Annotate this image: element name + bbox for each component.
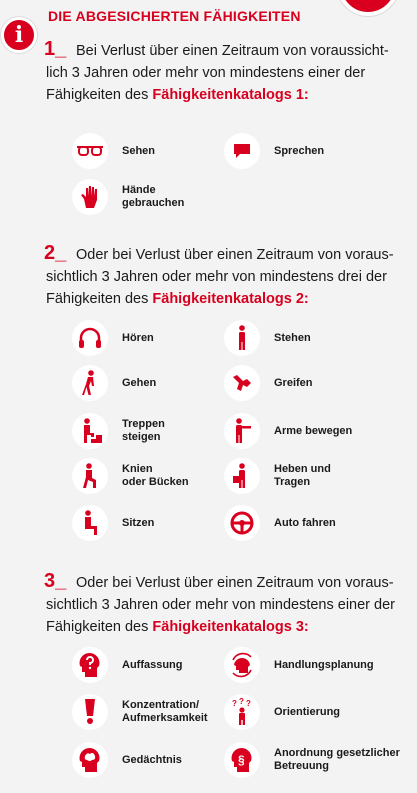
svg-text:?: ? <box>232 699 237 708</box>
section-1-intro <box>46 40 404 106</box>
list-item-sprechen <box>224 133 324 169</box>
exclamation-icon <box>72 694 108 730</box>
walking-person-icon <box>72 365 108 401</box>
glasses-icon <box>72 133 108 169</box>
item-label: Handlungsplanung <box>274 658 374 671</box>
svg-text:?: ? <box>239 698 244 706</box>
item-label: Arme bewegen <box>274 424 353 437</box>
brain-head-icon <box>72 742 108 778</box>
corner-decoration <box>337 0 399 16</box>
list-item-stehen <box>224 320 311 356</box>
section-1-text-body: Bei Verlust über einen Zeitraum von voraussicht-lich 3 Jahren oder mehr von mindestens einer der Fähigkeiten des <box>46 43 389 103</box>
section-3-number: 3_ <box>44 570 67 592</box>
hand-icon <box>72 179 108 215</box>
section-1-text <box>46 40 404 106</box>
svg-text:?: ? <box>246 699 251 708</box>
item-label: Sehen <box>122 144 156 157</box>
grabbing-hand-icon <box>224 365 260 401</box>
item-label: Sitzen <box>122 516 155 529</box>
list-item-heben <box>224 458 331 494</box>
arm-moving-person-icon <box>224 413 260 449</box>
item-label: Anordnung gesetzlicher Betreuung <box>274 747 400 772</box>
list-item-sehen <box>72 133 155 169</box>
steering-wheel-icon <box>224 505 260 541</box>
item-label: Gedächtnis <box>122 753 182 766</box>
section-3-katalog: Fähigkeitenkatalogs 3: <box>152 619 309 635</box>
speech-bubble-icon <box>224 133 260 169</box>
section-3-text <box>46 572 404 638</box>
section-2-number: 2_ <box>44 242 67 264</box>
sitting-person-icon <box>72 505 108 541</box>
section-2-text <box>46 244 404 310</box>
list-item-anordnung <box>224 742 400 778</box>
list-item-sitzen <box>72 505 154 541</box>
paragraph-head-icon <box>224 742 260 778</box>
item-label: Auffassung <box>122 658 183 671</box>
item-label: Auto fahren <box>274 516 336 529</box>
question-head-icon <box>72 647 108 683</box>
list-item-gedaechtnis <box>72 742 182 778</box>
section-2-katalog: Fähigkeitenkatalogs 2: <box>152 291 309 307</box>
cycle-head-icon <box>224 647 260 683</box>
item-label: Treppen steigen <box>122 418 165 443</box>
item-label: Orientierung <box>274 705 341 718</box>
list-item-greifen <box>224 365 313 401</box>
list-item-konzentration <box>72 694 208 730</box>
item-label: Heben und Tragen <box>274 463 331 488</box>
item-label: Greifen <box>274 376 313 389</box>
stairs-person-icon <box>72 413 108 449</box>
kneeling-person-icon <box>72 458 108 494</box>
headphones-icon <box>72 320 108 356</box>
section-1-katalog: Fähigkeitenkatalogs 1: <box>152 87 309 103</box>
list-item-auffassung <box>72 647 183 683</box>
section-2-intro <box>46 244 404 310</box>
list-item-arme <box>224 413 352 449</box>
list-item-hoeren <box>72 320 154 356</box>
standing-person-icon <box>224 320 260 356</box>
section-2-text-body: Oder bei Verlust über einen Zeitraum von voraus-sichtlich 3 Jahren oder mehr von mindestens drei der Fähigkeiten des <box>46 247 394 307</box>
section-3-text-body: Oder bei Verlust über einen Zeitraum von voraus-sichtlich 3 Jahren oder mehr von mindestens einer der Fähigkeiten des <box>46 575 395 635</box>
list-item-auto <box>224 505 336 541</box>
list-item-handlungsplanung <box>224 647 374 683</box>
list-item-orientierung <box>224 694 340 730</box>
section-1-number: 1_ <box>44 38 67 60</box>
item-label: Hören <box>122 331 154 344</box>
item-label: Stehen <box>274 331 311 344</box>
list-item-haende <box>72 179 184 215</box>
page-title: DIE ABGESICHERTEN FÄHIGKEITEN <box>48 8 301 24</box>
item-label: Gehen <box>122 376 157 389</box>
svg-text:§: § <box>238 753 245 767</box>
info-icon <box>1 17 37 53</box>
item-label: Knien oder Bücken <box>122 463 189 488</box>
item-label: Hände gebrauchen <box>122 184 185 209</box>
item-label: Konzentration/ Aufmerksamkeit <box>122 699 208 724</box>
item-label: Sprechen <box>274 144 325 157</box>
lifting-person-icon <box>224 458 260 494</box>
list-item-treppen <box>72 413 165 449</box>
list-item-knien <box>72 458 189 494</box>
section-3-intro <box>46 572 404 638</box>
question-person-icon <box>224 694 260 730</box>
info-glyph: i <box>14 22 24 48</box>
list-item-gehen <box>72 365 156 401</box>
